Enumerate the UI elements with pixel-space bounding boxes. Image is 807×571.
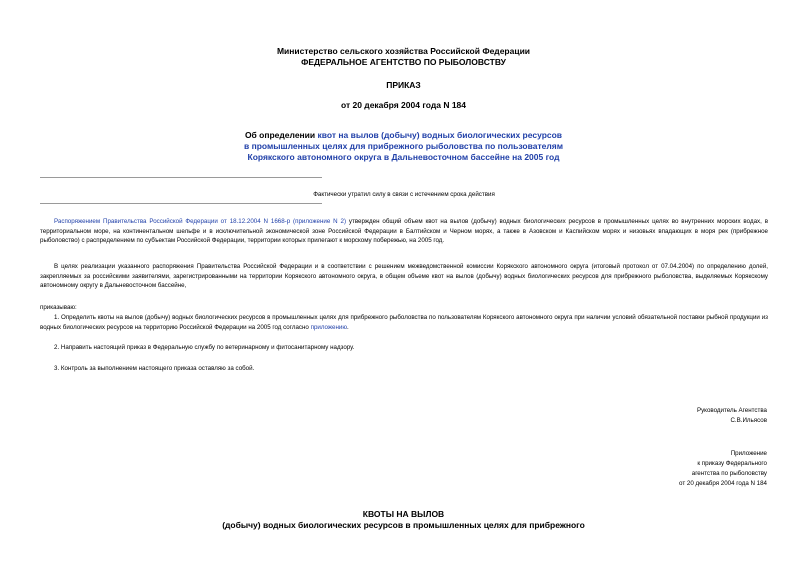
order-word: приказываю: [40, 304, 77, 311]
document-title-line3[interactable]: Корякского автономного округа в Дальневосточном бассейне на 2005 год [247, 152, 560, 162]
quota-title-line1: КВОТЫ НА ВЫЛОВ [362, 509, 445, 519]
order-item-2: 2. Направить настоящий приказ в Федеральную службу по ветеринарному и фитосанитарному надзору. [54, 344, 355, 351]
appendix-line-3: агентства по рыболовству [691, 470, 767, 477]
signature-name: С.В.Ильясов [730, 417, 767, 424]
title-prefix: Об определении [244, 130, 318, 140]
government-order-link[interactable]: Распоряжением Правительства Российской Федерации от 18.12.2004 N 1668-р (приложение N 2) [54, 218, 347, 225]
appendix-link[interactable]: приложению [310, 323, 347, 331]
quota-title-line2: (добычу) водных биологических ресурсов в промышленных целях для прибрежного [222, 520, 585, 530]
document-type: ПРИКАЗ [386, 80, 421, 90]
appendix-line-1: Приложение [730, 450, 767, 457]
order-item-1-text: 1. Определить квоты на вылов (добычу) водных биологических ресурсов в промышленных целях для прибрежного рыболовства по пользователям Корякского автономного округа при наличии условий обязательной поставки рыбной продукции из водных биологических ресурсов на территорию Российской Федерации на 2005 год согласно [40, 314, 768, 331]
paragraph-1 [40, 217, 768, 246]
document-title-line1 [0, 130, 807, 141]
divider-top [40, 177, 322, 178]
order-item-3: 3. Контроль за выполнением настоящего приказа оставляю за собой. [54, 365, 255, 372]
paragraph-1-text: утвержден общий объем квот на вылов (добычу) водных биологических ресурсов в промышленных целях во внутренних морских водах, в территориальном море, на континентальном шельфе и в исключительной экономической зоне Российской Федерации в Балтийском и Черном морях, а также в Азовском и Каспийском морях и низовьях впадающих в моря рек (прибрежное рыболовство) с распределением по субъектам Российской Федерации, территории которых прилегают к морскому побережью, на 2005 год. [40, 218, 768, 245]
order-item-1 [40, 313, 768, 332]
status-note: Фактически утратил силу в связи с истечением срока действия [313, 191, 495, 198]
document-date: от 20 декабря 2004 года N 184 [340, 100, 467, 110]
order-item-1-end: . [347, 323, 349, 331]
agency-name: ФЕДЕРАЛЬНОЕ АГЕНТСТВО ПО РЫБОЛОВСТВУ [301, 57, 506, 67]
signature-position: Руководитель Агентства [696, 407, 767, 414]
paragraph-2: В целях реализации указанного распоряжения Правительства Российской Федерации и в соответствии с решением межведомственной комиссии Корякского автономного округа (итоговый протокол от 07.04.2004) по определению долей, закрепляемых за российскими заявителями, зарегистрированными на территории Корякского автономного округа, в общем объеме квот на вылов (добычу) водных биологических ресурсов для прибрежного рыболовства, выделяемых Корякскому автономному округу в Дальневосточном бассейне, [40, 263, 768, 290]
title-link[interactable]: квот на вылов (добычу) водных биологических ресурсов [317, 130, 563, 140]
ministry-name: Министерство сельского хозяйства Российской Федерации [276, 46, 531, 56]
document-title-line2[interactable]: в промышленных целях для прибрежного рыболовства по пользователям [244, 141, 563, 151]
appendix-line-4: от 20 декабря 2004 года N 184 [679, 480, 767, 487]
appendix-line-2: к приказу Федерального [697, 460, 767, 467]
divider-bottom [40, 203, 322, 204]
